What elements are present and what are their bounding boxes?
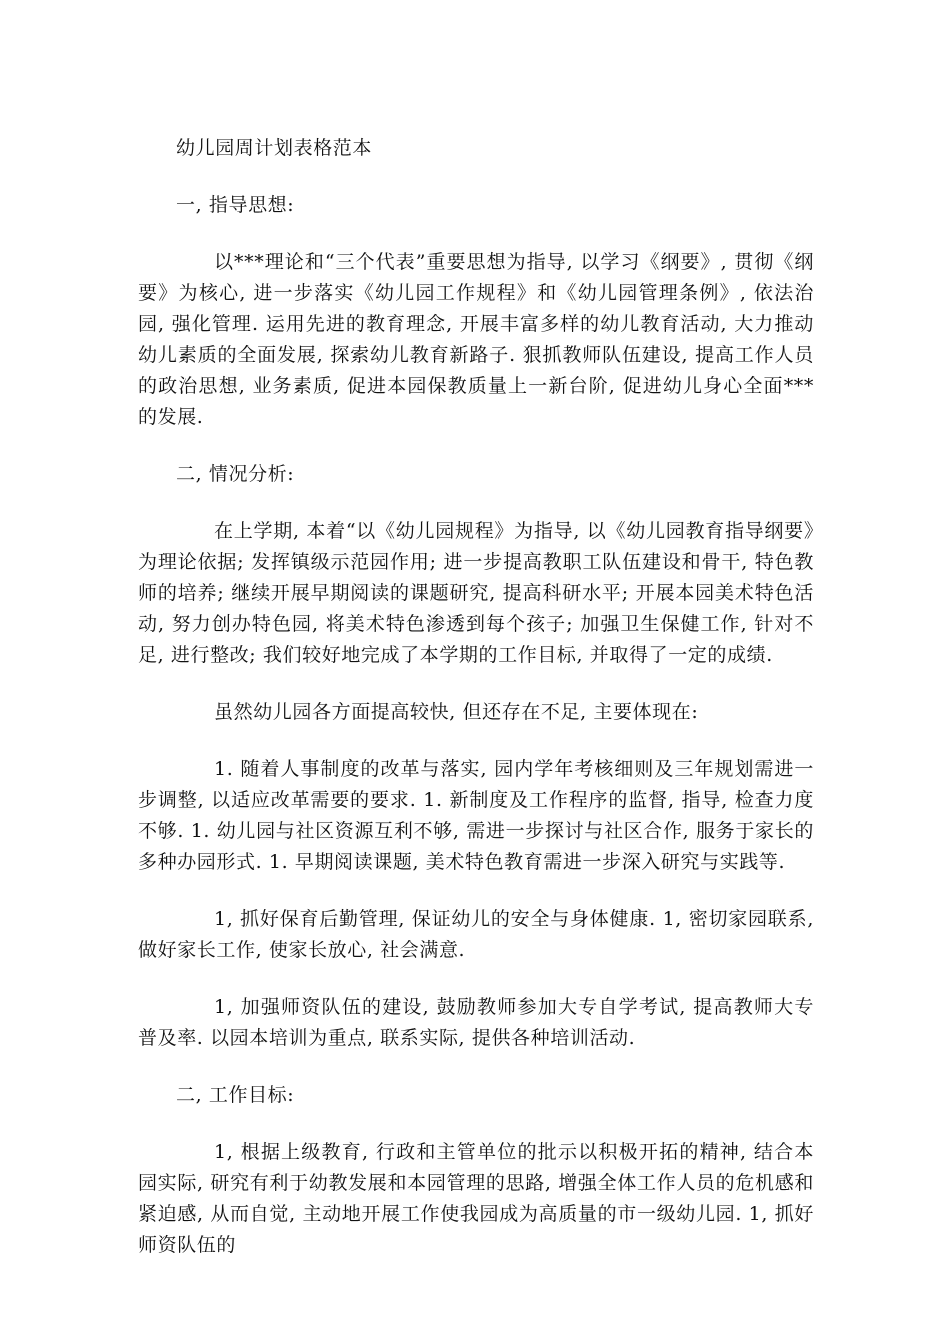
section-heading-situation-analysis: 二, 情况分析: [176,463,295,485]
document-title: 幼儿园周计划表格范本 [176,137,373,159]
document-body [138,133,814,1287]
list-item-shortcomings: 1. 随着人事制度的改革与落实, 园内学年考核细则及三年规划需进一步调整, 以适应改革需要的要求. 1. 新制度及工作程序的监督, 指导, 检查力度不够. 1. 幼儿园与社区资源互利不够, 需进一步探讨与社区合作, 服务于家长的多种办园形式. 1. 早期阅读课题, 美术特色教育需进一步深入研究与实践等. [138,758,814,873]
list-item-logistics: 1, 抓好保育后勤管理, 保证幼儿的安全与身体健康. 1, 密切家园联系, 做好家长工作, 使家长放心, 社会满意. [138,908,814,961]
list-item-teacher-training: 1, 加强师资队伍的建设, 鼓励教师参加大专自学考试, 提高教师大专普及率. 以园本培训为重点, 联系实际, 提供各种培训活动. [138,996,814,1049]
paragraph-guiding-ideology: 以***理论和“三个代表”重要思想为指导, 以学习《纲要》, 贯彻《纲要》为核心, 进一步落实《幼儿园工作规程》和《幼儿园管理条例》, 依法治园, 强化管理. 运用先进的教育理念, 开展丰富多样的幼儿教育活动, 大力推动幼儿素质的全面发展, 探索幼儿教育新路子. 狠抓教师队伍建设, 提高工作人员的政治思想, 业务素质, 促进本园保教质量上一新台阶, 促进幼儿身心全面***的发展. [138,251,814,428]
paragraph-last-semester: 在上学期, 本着“以《幼儿园规程》为指导, 以《幼儿园教育指导纲要》为理论依据; 发挥镇级示范园作用; 进一步提高教职工队伍建设和骨干, 特色教师的培养; 继续开展早期阅读的课题研究, 提高科研水平; 开展本园美术特色活动, 努力创办特色园, 将美术特色渗透到每个孩子; 加强卫生保健工作, 针对不足, 进行整改; 我们较好地完成了本学期的工作目标, 并取得了一定的成绩. [138,520,814,666]
section-heading-guiding-ideology: 一, 指导思想: [176,194,295,216]
paragraph-shortcomings-intro: 虽然幼儿园各方面提高较快, 但还存在不足, 主要体现在: [214,701,699,723]
section-heading-work-goals: 二, 工作目标: [176,1084,295,1106]
list-item-work-goals: 1, 根据上级教育, 行政和主管单位的批示以积极开拓的精神, 结合本园实际, 研究有利于幼教发展和本园管理的思路, 增强全体工作人员的危机感和紧迫感, 从而自觉, 主动地开展工作使我园成为高质量的市一级幼儿园. 1, 抓好师资队伍的 [138,1141,815,1256]
